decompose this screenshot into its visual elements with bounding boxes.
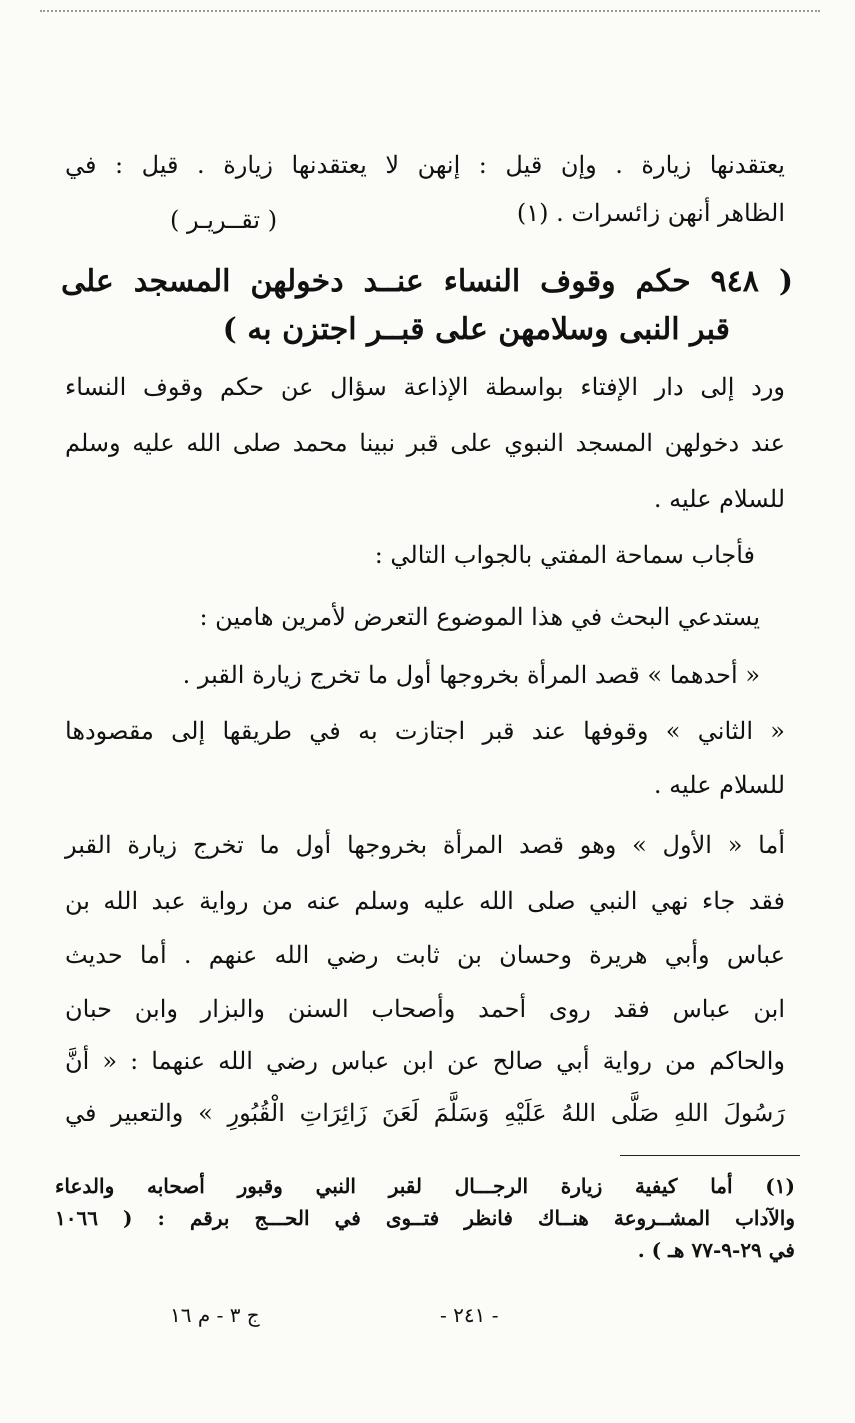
body-line-11: عباس وأبي هريرة وحسان بن ثابت رضي الله عنهم . أما حديث	[65, 941, 785, 969]
footnote-line-1: (١) أما كيفية زيارة الرجـــال لقبر النبي وقبور أصحابه والدعاء	[55, 1174, 795, 1198]
top-text-line-1: يعتقدنها زيارة . وإن قيل : إنهن لا يعتقدنها زيارة . قيل : في	[65, 151, 785, 179]
top-text-line-2: الظاهر أنهن زائسرات . (١)	[516, 199, 785, 227]
body-line-8: للسلام عليه .	[653, 771, 785, 799]
footnote-line-2: والآداب المشــروعة هنــاك فانظر فتــوى في الحـــج برقم : ( ١٠٦٦	[55, 1206, 795, 1230]
body-line-14: رَسُولَ اللهِ صَلَّى اللهُ عَلَيْهِ وَسَلَّمَ لَعَنَ زَائِرَاتِ الْقُبُورِ » والتعبير في	[65, 1099, 785, 1127]
body-line-10: فقد جاء نهي النبي صلى الله عليه وسلم عنه من رواية عبد الله بن	[65, 887, 785, 915]
footnote-line-3: في ٢٩-٩-٧٧ هـ ) .	[637, 1238, 795, 1262]
heading-line-1: ( ٩٤٨ حكم وقوف النساء عنــد دخولهن المسجد على	[61, 264, 794, 299]
body-line-13: والحاكم من رواية أبي صالح عن ابن عباس رضي الله عنهما : « أنَّ	[65, 1047, 785, 1075]
body-line-9: أما « الأول » وهو قصد المرأة بخروجها أول ما تخرج زيارة القبر	[65, 831, 785, 859]
body-line-6: « أحدهما » قصد المرأة بخروجها أول ما تخرج زيارة القبر .	[182, 661, 760, 689]
body-line-1: ورد إلى دار الإفتاء بواسطة الإذاعة سؤال عن حكم وقوف النساء	[65, 373, 785, 401]
body-line-4: فأجاب سماحة المفتي بالجواب التالي :	[374, 541, 755, 569]
heading-line-2: قبر النبى وسلامهن على قبــر اجتزن به )	[222, 312, 730, 347]
page-number: - ٢٤١ -	[440, 1303, 499, 1327]
volume-signature: ج ٣ - م ١٦	[170, 1303, 260, 1327]
body-line-7: « الثاني » وقوفها عند قبر اجتازت به في طريقها إلى مقصودها	[65, 717, 785, 745]
body-line-5: يستدعي البحث في هذا الموضوع التعرض لأمرين هامين :	[199, 603, 760, 631]
body-line-12: ابن عباس فقد روى أحمد وأصحاب السنن والبزار وابن حبان	[65, 995, 785, 1023]
body-line-3: للسلام عليه .	[653, 485, 785, 513]
body-line-2: عند دخولهن المسجد النبوي على قبر نبينا محمد صلى الله عليه وسلم	[65, 429, 785, 457]
top-dotted-border	[40, 10, 820, 12]
taqrir-label: ( تقــريـر )	[170, 206, 278, 234]
footnote-divider	[620, 1155, 800, 1156]
